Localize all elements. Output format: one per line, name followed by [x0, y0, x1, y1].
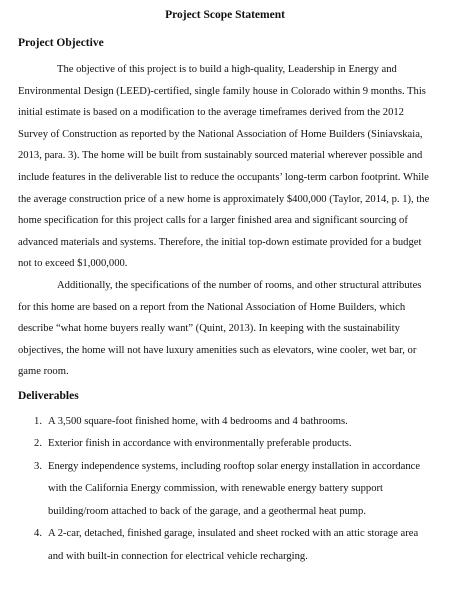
objective-heading: Project Objective [18, 37, 104, 49]
deliverable-text: Exterior finish in accordance with environmentally preferable products. [48, 438, 352, 450]
document-title: Project Scope Statement [165, 9, 285, 21]
deliverable-text: A 3,500 square-foot finished home, with 4 bedrooms and 4 bathrooms. [48, 415, 348, 427]
objective-paragraph-1: The objective of this project is to build a high-quality, Leadership in Energy and Environmental Design (LEED)-certified, single family house in Colorado within 9 months. This initial estimate is based on a modification to the average timeframes derived from the 2012 Survey of Construction as reported by the National Association of Home Builders (Siniavskaia, 2013, para. 3). The home will be built from sustainably sourced material wherever possible and include features in the deliverable list to reduce the occupants’ long-term carbon footprint. While the average construction price of a new home is approximately $400,000 (Taylor, 2014, p. 1), the home specification for this project calls for a larger finished area and significant sourcing of advanced materials and systems. Therefore, the initial top-down estimate provided for a budget not to exceed $1,000,000. [18, 64, 430, 270]
deliverable-number: 3. [34, 460, 42, 472]
deliverable-text: A 2-car, detached, finished garage, insulated and sheet rocked with an attic storage area and with built-in connection for electrical vehicle recharging. [48, 528, 419, 562]
deliverable-text: Energy independence systems, including rooftop solar energy installation in accordance with the California Energy commission, with renewable energy battery support building/room attached to back of the garage, and a geothermal heat pump. [48, 460, 421, 517]
deliverable-item [18, 433, 432, 456]
deliverables-heading: Deliverables [18, 389, 79, 402]
deliverable-number: 2. [34, 438, 42, 450]
objective-paragraph-2: Additionally, the specifications of the number of rooms, and other structural attributes for this home are based on a report from the National Association of Home Builders, which describe “what home buyers really want” (Quint, 2013). In keeping with the sustainability objectives, the home will not have luxury amenities such as elevators, wine cooler, wet bar, or game room. [18, 279, 422, 378]
deliverable-item [18, 523, 432, 568]
deliverable-number: 4. [34, 528, 42, 540]
deliverable-number: 1. [34, 415, 42, 427]
deliverables-list [18, 411, 432, 569]
deliverable-item [18, 411, 432, 434]
deliverable-item [18, 456, 432, 524]
